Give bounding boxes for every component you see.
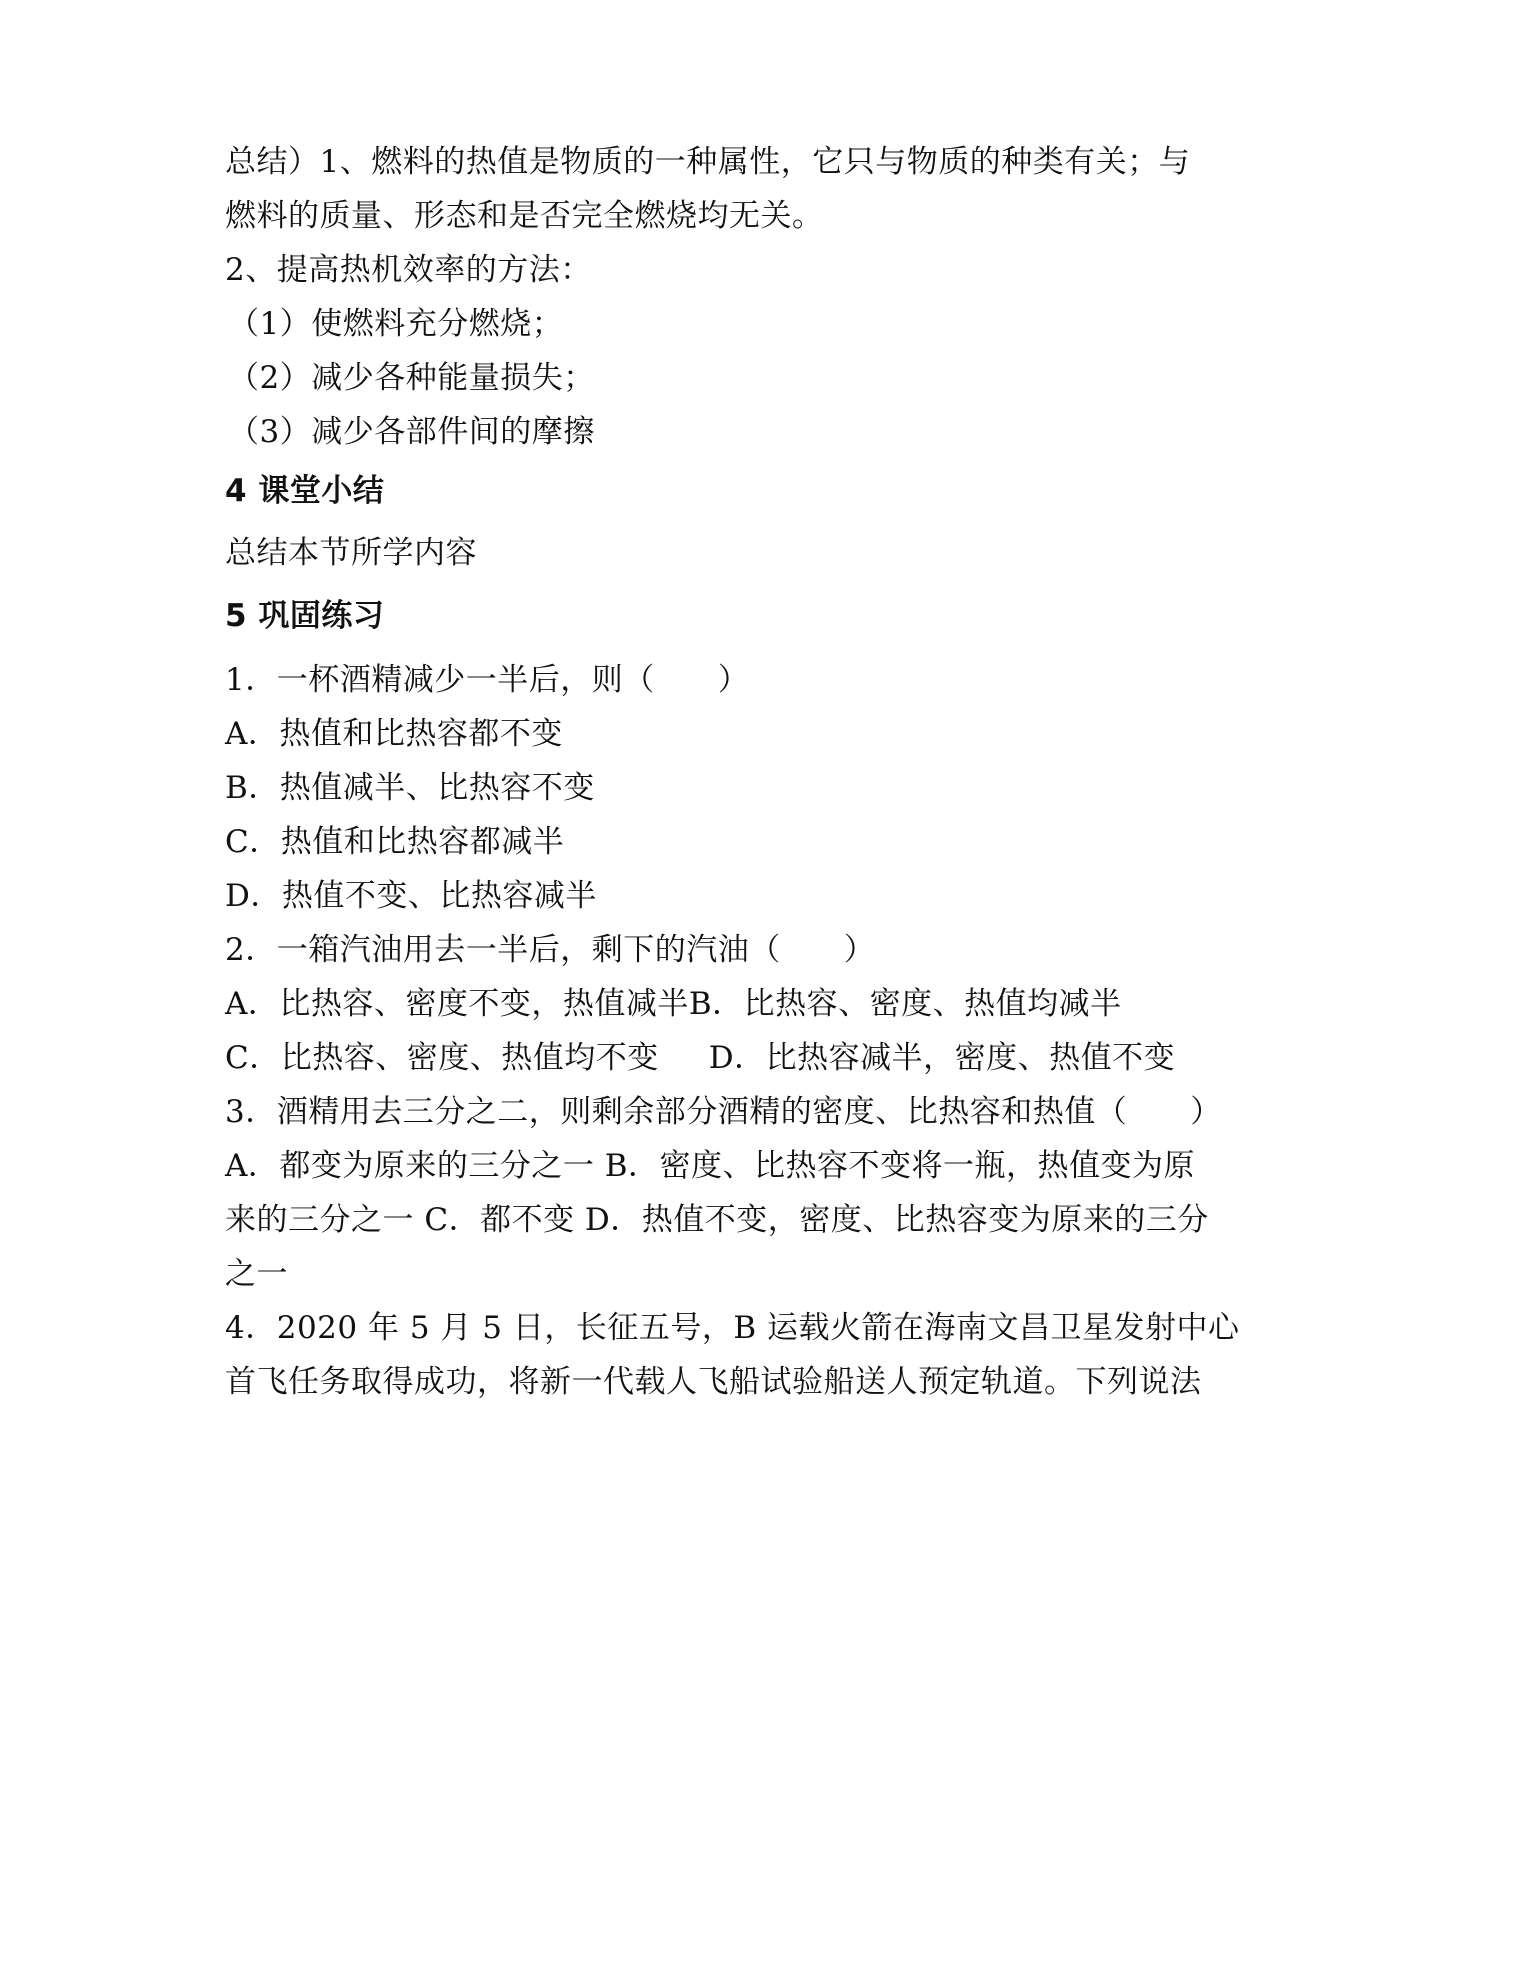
summary-line-2: 燃料的质量、形态和是否完全燃烧均无关。 xyxy=(225,198,824,234)
question-2-options-ab: A．比热容、密度不变，热值减半B．比热容、密度、热值均减半 xyxy=(225,986,1122,1022)
question-2-option-c: C．比热容、密度、热值均不变 xyxy=(225,1040,659,1076)
method-item-1: （1）使燃料充分燃烧； xyxy=(228,306,564,342)
question-4-line-2: 首飞任务取得成功，将新一代载人飞船试验船送人预定轨道。下列说法 xyxy=(225,1364,1202,1400)
method-item-2: （2）减少各种能量损失； xyxy=(228,360,595,396)
question-4-line-1: 4．2020 年 5 月 5 日，长征五号，B 运载火箭在海南文昌卫星发射中心 xyxy=(225,1310,1240,1346)
method-title: 2、提高热机效率的方法： xyxy=(225,252,592,288)
section-5-heading: 5 巩固练习 xyxy=(225,598,385,634)
question-3-options-line-2: 来的三分之一 C．都不变 D．热值不变，密度、比热容变为原来的三分 xyxy=(225,1202,1209,1238)
question-1-option-b: B．热值减半、比热容不变 xyxy=(225,770,595,806)
question-1-option-c: C．热值和比热容都减半 xyxy=(225,824,565,860)
question-1-option-a: A．热值和比热容都不变 xyxy=(225,716,563,752)
question-3-stem: 3．酒精用去三分之二，则剩余部分酒精的密度、比热容和热值（ ） xyxy=(225,1094,1222,1130)
question-3-options-line-1: A．都变为原来的三分之一 B．密度、比热容不变将一瓶，热值变为原 xyxy=(225,1148,1196,1184)
method-item-3: （3）减少各部件间的摩擦 xyxy=(228,414,595,450)
question-2-options-cd xyxy=(225,1038,1175,1078)
summary-line-1: 总结）1、燃料的热值是物质的一种属性，它只与物质的种类有关；与 xyxy=(225,144,1191,180)
question-1-option-d: D．热值不变、比热容减半 xyxy=(225,878,597,914)
question-3-options-line-3: 之一 xyxy=(225,1256,288,1292)
section-4-text: 总结本节所学内容 xyxy=(225,535,477,571)
question-1-stem: 1．一杯酒精减少一半后，则（ ） xyxy=(225,662,750,698)
question-2-option-d: D．比热容减半，密度、热值不变 xyxy=(708,1040,1176,1076)
section-4-heading: 4 课堂小结 xyxy=(225,473,385,509)
question-2-stem: 2．一箱汽油用去一半后，剩下的汽油（ ） xyxy=(225,932,876,968)
